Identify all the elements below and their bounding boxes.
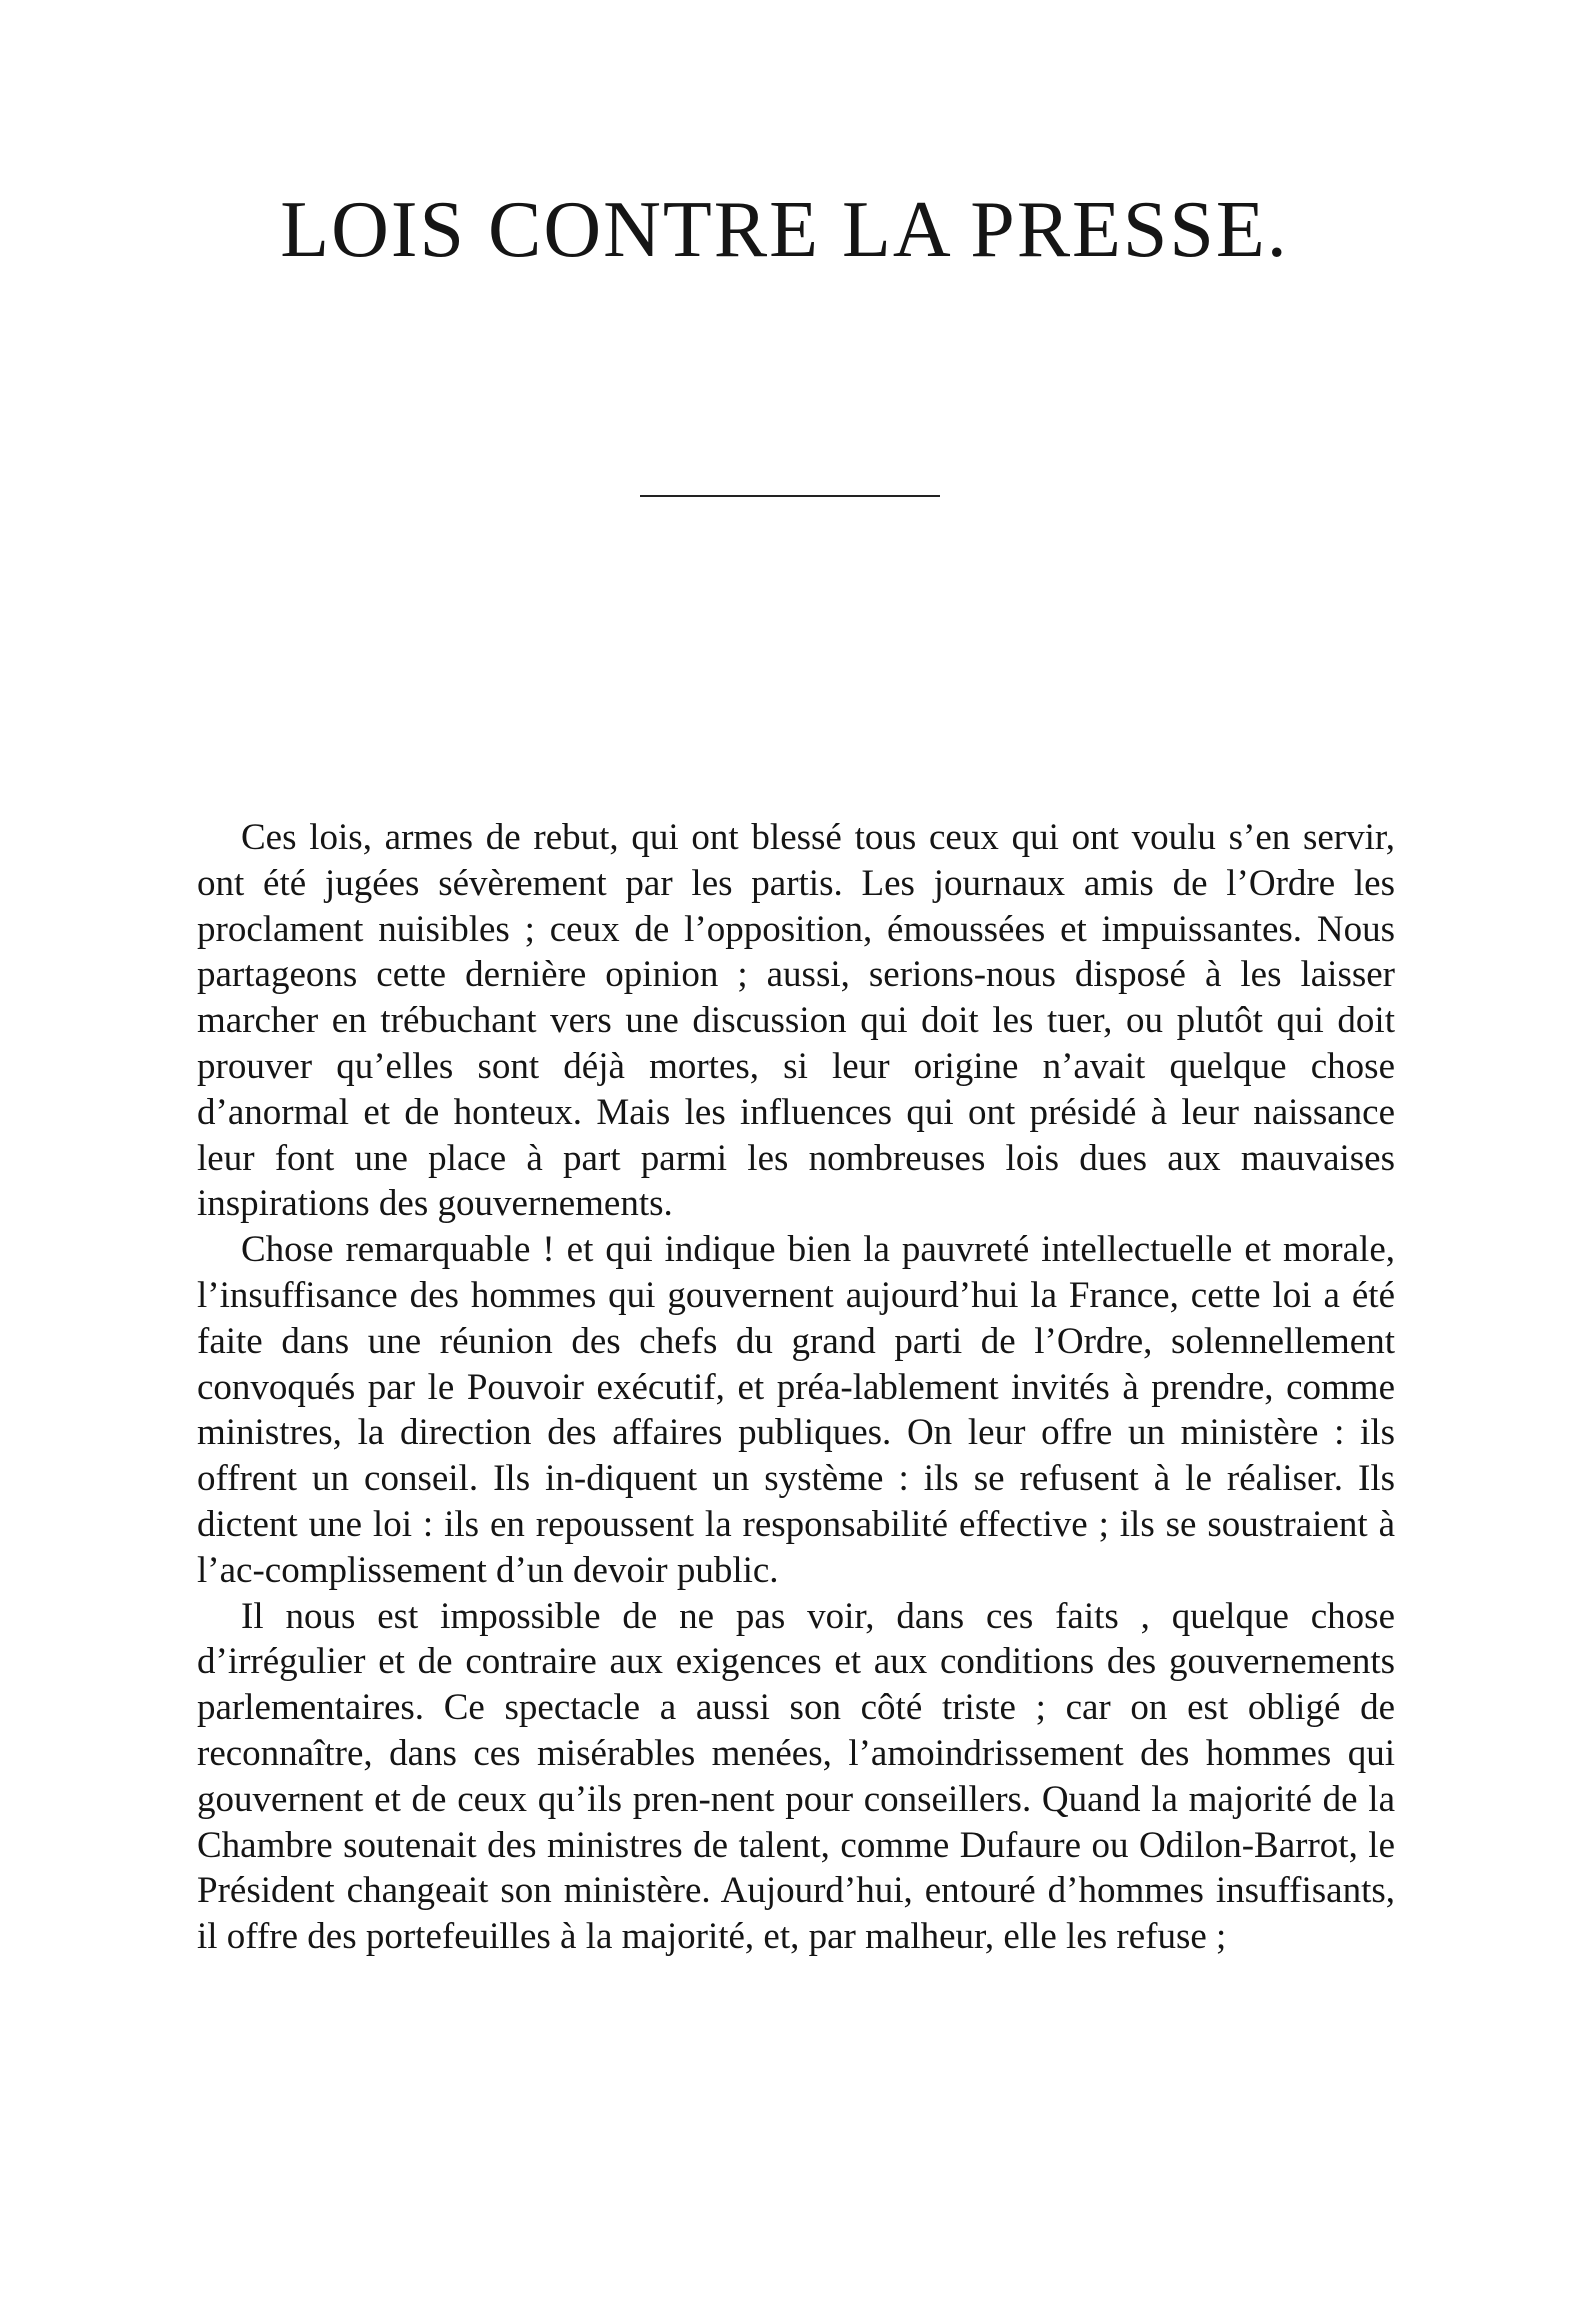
paragraph: Ces lois, armes de rebut, qui ont blessé tous ceux qui ont voulu s’en servir, ont été jugées sévèrement par les partis. Les journaux amis de l’Ordre les proclament nuisibles ; ceux de l’opposition, émoussées et impuissantes. Nous partageons cette dernière opinion ; aussi, serions-nous disposé à les laisser marcher en trébuchant vers une discussion qui doit les tuer, ou plutôt qui doit prouver qu’elles sont déjà mortes, si leur origine n’avait quelque chose d’anormal et de honteux. Mais les influences qui ont présidé à leur naissance leur font une place à part parmi les nombreuses lois dues aux mauvaises inspirations des gouvernements.	[197, 817, 1395, 1225]
paragraph: Il nous est impossible de ne pas voir, dans ces faits , quelque chose d’irrégulier et de contraire aux exigences et aux conditions des gouvernements parlementaires. Ce spectacle a aussi son côté triste ; car on est obligé de reconnaître, dans ces misérables menées, l’amoindrissement des hommes qui gouvernent et de ceux qu’ils pren-nent pour conseillers. Quand la majorité de la Chambre soutenait des ministres de talent, comme Dufaure ou Odilon-Barrot, le Président changeait son ministère. Aujourd’hui, entouré d’hommes insuffisants, il offre des portefeuilles à la majorité, et, par malheur, elle les refuse ;	[197, 1595, 1395, 1958]
page-title: LOIS CONTRE LA PRESSE.	[280, 186, 1289, 274]
title-divider	[640, 495, 940, 497]
paragraph: Chose remarquable ! et qui indique bien la pauvreté intellectuelle et morale, l’insuffisance des hommes qui gouvernent aujourd’hui la France, cette loi a été faite dans une réunion des chefs du grand parti de l’Ordre, solennellement convoqués par le Pouvoir exécutif, et préa-lablement invités à prendre, comme ministres, la direction des affaires publiques. On leur offre un ministère : ils offrent un conseil. Ils in-diquent un système : ils se refusent à le réaliser. Ils dictent une loi : ils en repoussent la responsabilité effective ; ils se soustraient à l’ac-complissement d’un devoir public.	[197, 1229, 1395, 1591]
body-text	[197, 815, 1395, 1960]
